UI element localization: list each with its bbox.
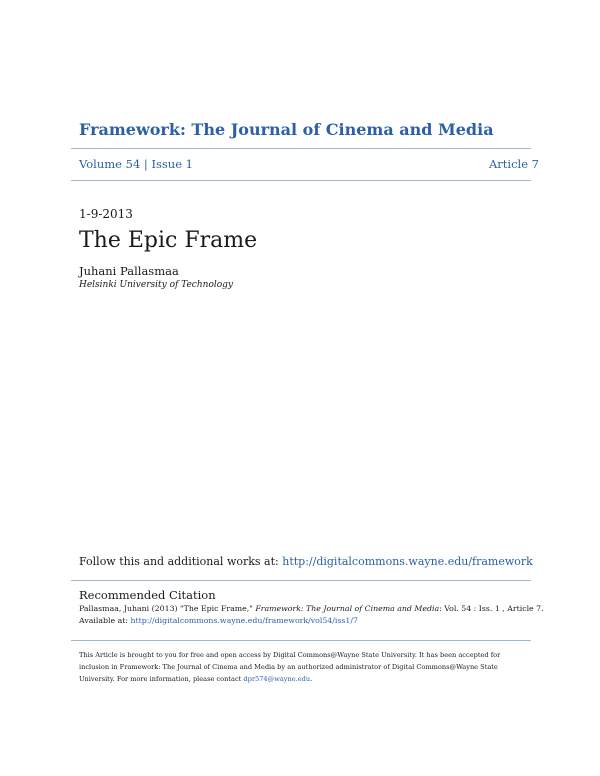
publication-date: 1-9-2013: [79, 207, 133, 221]
issue-line: [79, 157, 539, 171]
author-affiliation: Helsinki University of Technology: [79, 280, 234, 290]
available-at: [79, 616, 358, 625]
follow-label: Follow this and additional works at:: [79, 555, 283, 568]
notice-body: This Article is brought to you for free and open access by Digital Commons@Wayne State University. It has been accepted for inclusion in Framework: The Journal of Cinema and Media by an authorized administrator of Digital Commons@Wayne State University. For more information, please contact: [79, 651, 501, 683]
header-bottom-rule: [71, 180, 531, 181]
available-label: Available at:: [79, 616, 131, 625]
citation-journal: Framework: The Journal of Cinema and Media: [255, 604, 440, 613]
citation-text: [79, 604, 544, 613]
notice-end: .: [310, 675, 313, 683]
citation-prefix: Pallasmaa, Juhani (2013) "The Epic Frame,": [79, 604, 256, 613]
volume-issue-link[interactable]: Volume 54 | Issue 1: [79, 157, 193, 171]
contact-email-link[interactable]: dpr574@wayne.edu: [243, 675, 311, 683]
access-notice: [79, 649, 529, 685]
citation-suffix: : Vol. 54 : Iss. 1 , Article 7.: [439, 604, 544, 613]
article-number-link[interactable]: Article 7: [489, 157, 539, 171]
author-name: Juhani Pallasmaa: [79, 264, 179, 278]
follow-line: [79, 555, 533, 568]
article-url-link[interactable]: http://digitalcommons.wayne.edu/framework/vol54/iss1/7: [130, 616, 358, 625]
notice-rule: [71, 640, 531, 641]
article-title: The Epic Frame: [79, 228, 258, 253]
citation-rule: [71, 580, 531, 581]
framework-link[interactable]: http://digitalcommons.wayne.edu/framework: [282, 555, 533, 568]
header-top-rule: [71, 148, 531, 149]
journal-title[interactable]: Framework: The Journal of Cinema and Media: [79, 120, 494, 139]
citation-heading: Recommended Citation: [79, 588, 216, 602]
